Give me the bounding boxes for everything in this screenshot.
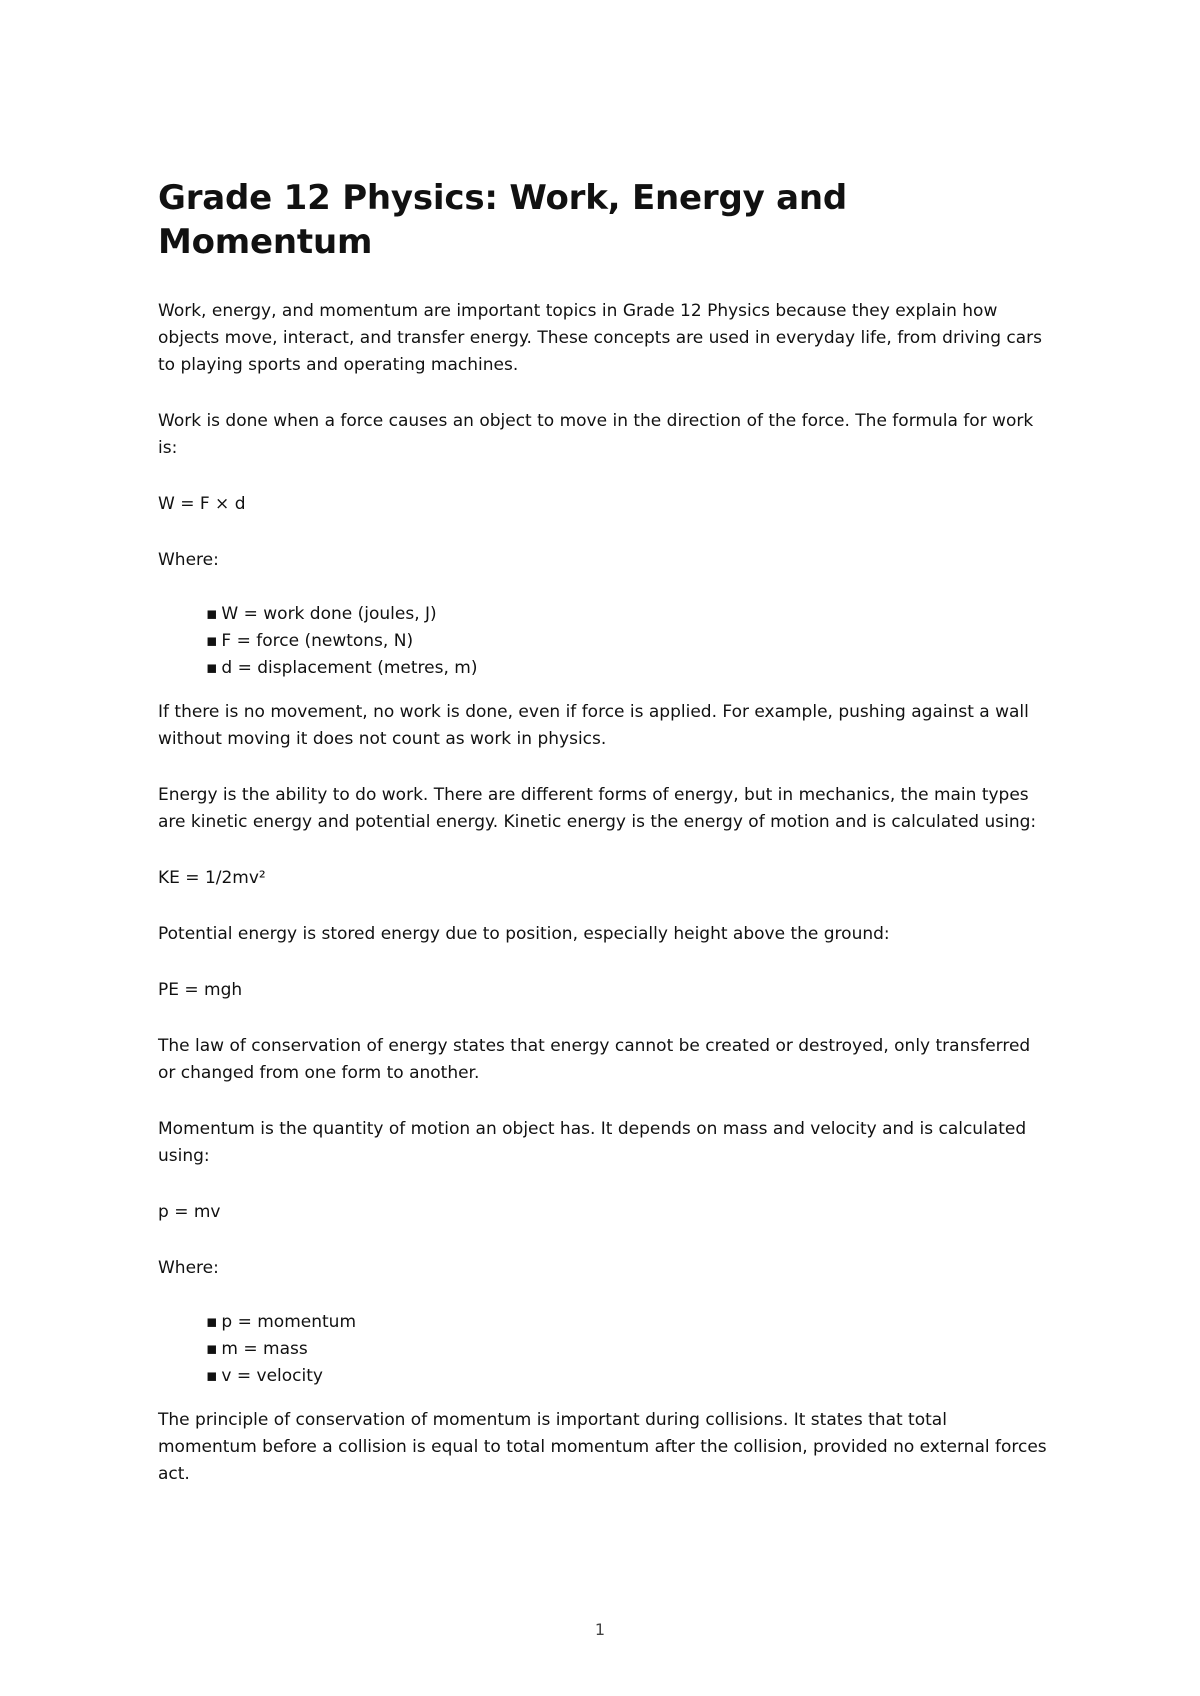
list-item-text: F = force (newtons, N) bbox=[221, 631, 414, 651]
list-item-text: p = momentum bbox=[221, 1312, 357, 1332]
list-item-text: W = work done (joules, J) bbox=[221, 604, 437, 624]
list-item bbox=[206, 1363, 1048, 1390]
list-item bbox=[206, 1309, 1048, 1336]
momentum-variables-list bbox=[158, 1309, 1048, 1390]
list-item bbox=[206, 1336, 1048, 1363]
where-label: Where: bbox=[158, 1258, 219, 1278]
energy-definition-paragraph: Energy is the ability to do work. There are different forms of energy, but in mechanics, the main types are kinetic energy and potential energy. Kinetic energy is the energy of motion and is calculated using: bbox=[158, 785, 1037, 832]
momentum-definition-paragraph: Momentum is the quantity of motion an object has. It depends on mass and velocity and is calculated using: bbox=[158, 1119, 1027, 1166]
kinetic-energy-formula: KE = 1/2mv² bbox=[158, 868, 266, 888]
bullet-icon: ▪ bbox=[206, 604, 218, 624]
conservation-momentum-paragraph: The principle of conservation of momentum is important during collisions. It states that total momentum before a collision is equal to total momentum after the collision, provided no external forces act. bbox=[158, 1410, 1047, 1484]
potential-energy-formula: PE = mgh bbox=[158, 980, 243, 1000]
where-label: Where: bbox=[158, 550, 219, 570]
list-item-text: m = mass bbox=[221, 1339, 308, 1359]
work-definition-paragraph: Work is done when a force causes an object to move in the direction of the force. The formula for work is: bbox=[158, 411, 1034, 458]
work-variables-list bbox=[158, 601, 1048, 682]
bullet-icon: ▪ bbox=[206, 1366, 218, 1386]
intro-paragraph: Work, energy, and momentum are important topics in Grade 12 Physics because they explain how objects move, interact, and transfer energy. These concepts are used in everyday life, from driving cars to playing sports and operating machines. bbox=[158, 301, 1043, 375]
bullet-icon: ▪ bbox=[206, 658, 218, 678]
list-item bbox=[206, 655, 1048, 682]
list-item-text: d = displacement (metres, m) bbox=[221, 658, 478, 678]
bullet-icon: ▪ bbox=[206, 1312, 218, 1332]
page-title: Grade 12 Physics: Work, Energy and Momentum bbox=[158, 178, 848, 262]
bullet-icon: ▪ bbox=[206, 1339, 218, 1359]
momentum-formula: p = mv bbox=[158, 1202, 221, 1222]
document-page bbox=[158, 176, 1048, 1517]
bullet-icon: ▪ bbox=[206, 631, 218, 651]
no-movement-paragraph: If there is no movement, no work is done, even if force is applied. For example, pushing against a wall without moving it does not count as work in physics. bbox=[158, 702, 1029, 749]
potential-energy-paragraph: Potential energy is stored energy due to position, especially height above the ground: bbox=[158, 924, 890, 944]
work-formula: W = F × d bbox=[158, 494, 246, 514]
page-number: 1 bbox=[594, 1620, 606, 1639]
list-item-text: v = velocity bbox=[221, 1366, 323, 1386]
conservation-energy-paragraph: The law of conservation of energy states that energy cannot be created or destroyed, only transferred or changed from one form to another. bbox=[158, 1036, 1031, 1083]
list-item bbox=[206, 601, 1048, 628]
list-item bbox=[206, 628, 1048, 655]
